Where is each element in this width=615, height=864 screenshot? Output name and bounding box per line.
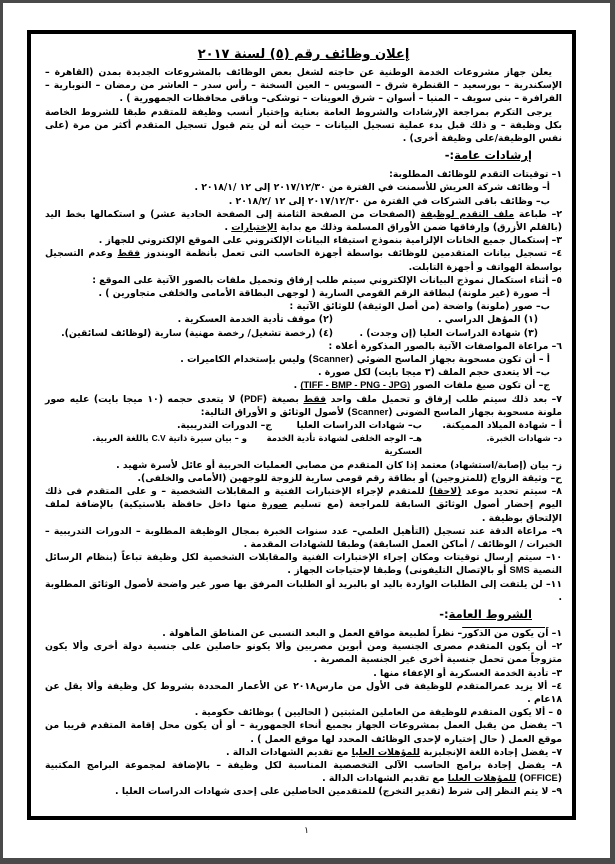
- condition-2: ٢– أن يكون المتقدم مصرى الجنسية ومن أبوين مصريين وألا يكونو حاصلين على جنسية دولة أخرى وألا يكون متزوجاً ممن تحمل جنسية أخرى غير الجنسية المصرية .: [45, 641, 562, 666]
- guideline-4: ٤– تسجيل بيانات المتقدمين للوظائف بواسطة أجهزة الحاسب التى تعمل بأنظمة الويندوز فقط وعدم التسجيل بواسطة الهواتف و أجهزة التابلت.: [45, 248, 562, 273]
- guideline-6b: ب– ألا يتعدى حجم الملف (٣ ميجا بايت) لكل صورة .: [318, 367, 550, 379]
- guideline-6c: ج– أن تكون صيغ ملفات الصور (TIFF - BMP - PNG - JPG) .: [293, 380, 550, 392]
- guideline-7-list-row-1: [45, 419, 562, 432]
- guideline-7z: ز– بيان (إصابة/استشهاد) معتمد إذا كان المتقدم من مصابي العمليات الحربية أو عائل لأسرة شهيد .: [116, 459, 562, 471]
- guideline-7f: و – بيان سيرة ذاتية C.V باللغة العربية.: [92, 433, 247, 444]
- guideline-1: ١– توقيتات التقدم للوظائف المطلوبة:: [389, 169, 562, 181]
- guideline-7a: أ – شهادة الميلاد المميكنة.: [442, 420, 562, 432]
- guideline-7b: ب– شهادات الدراسات العليا: [296, 420, 422, 432]
- guideline-11: ١١– لن يلتفت إلى الطلبات الواردة باليد او بالبريد أو الطلبات المرفق بها صور غير واضحة لأصول الوثائق المطلوبة .: [45, 578, 562, 603]
- condition-9: ٩– لا يتم النظر إلى شرط (تقدير التخرج) للمتقدمين الحاصلين على إحدى شهادات الدراسات العليا .: [115, 786, 562, 798]
- guideline-7: ٧– بعد ذلك سيتم طلب إرفاق و تحميل ملف واحد فقط بصيغة (PDF) لا يتعدى حجمه (١٠ ميجا بايت) عليه صور ملونة مسحوبة بجهاز الماسح الضونى (Scanner) لأصول الوثائق و الأوراق التالية:: [45, 393, 562, 418]
- guideline-2: ٢– طباعة ملف التقدم لوظيفة (الصفحات من الصفحة الثامنة إلى الصفحة الحادية عشر) و استكمالها بخط اليد (بالقلم الأزرق) وإرفاقها ضمن الأوراق المسلمة وذلك مع بداية الإختبارات .: [45, 208, 562, 234]
- condition-8: ٨– يفضل إجادة برامج الحاسب الآلى التخصصية المناسبة لكل وظيفة – بالإضافة لمجموعة البرامج المكتبية (OFFICE) للمؤهلات العليا مع تقديم الشهادات الدالة .: [45, 759, 562, 785]
- condition-5: ٥ – ألا يكون المتقدم للوظيفة من العاملين المثبتين ( الحاليين ) بوظائف حكومية .: [194, 707, 562, 719]
- condition-4: ٤– ألا يزيد عمرالمتقدم للوظيفة فى الأول من مارس٢٠١٨ عن الأعمار المحددة بشروط كل وظيفة وألا يقل عن ١٨عام .: [45, 680, 562, 705]
- guideline-10: ١٠– سيتم إرسال توقيتات ومكان إجراء الإختبارات الفنية والمقابلات الشخصية لكل وظيفة تباعاً (بنظام الرسائل النصية SMS أو بالإتصال التليفونى) وطبقا لإحتياجات الجهاز .: [45, 552, 562, 577]
- guideline-5b-3: (٣) شهادة الدراسات العليا (إن وجدت) .: [359, 327, 538, 339]
- guideline-6: ٦– مراعاة المواصفات الآتية بالصور المذكورة أعلاه :: [328, 340, 562, 352]
- guidelines-heading: إرشادات عامة:-: [444, 148, 532, 163]
- guideline-7d: د– شهادات الخبرة.: [486, 433, 562, 444]
- guideline-3: ٣– إستكمال جميع الخانات الإلزامية بنموذج استيفاء البيانات الإلكتروني على الموقع الإلكتروني للجهاز .: [98, 235, 562, 247]
- guideline-6a: أ – أن تكون مسحوبة بجهاز الماسح الضوئي (Scanner) وليس بإستخدام الكاميرات .: [180, 354, 550, 366]
- page-title: إعلان وظائف رقم (٥) لسنة ٢٠١٧: [197, 47, 410, 62]
- guideline-5b-list-row-1: [45, 313, 562, 326]
- intro-paragraph: يعلن جهاز مشروعات الخدمة الوطنية عن حاجته لشغل بعض الوظائف بالمشروعات الجديدة بمدن (القاهرة – الإسكندرية – بورسعيد – القنطرة شرق – السويس – العين السخنة – رأس سدر – العاشر من رمضان – النوبارية – الفرافرة – بنى سويف – المنيا – أسوان – شرق العوينات – توشكى– وباقى محافظات الجمهورية ) .: [45, 67, 562, 105]
- guideline-1b: ب– وظائف باقى الشركات في الفترة من ٢٠١٧/١٢/٣٠ إلى ١٢ /٢٠١٨/٢ .: [228, 195, 550, 207]
- page-number: ١: [304, 826, 309, 836]
- condition-1: ١– أن يكون من الذكور– نظراً لطبيعة مواقع العمل و البعد النسبى عن المناطق المأهولة .: [162, 627, 562, 639]
- guideline-5b-4: (٤) (رخصة تشغيل/ رخصة مهنية) سارية (لوظائف لسائقين).: [61, 327, 333, 339]
- guideline-1a: أ– وظائف شركة العريش للأسمنت في الفترة من ٢٠١٧/١٢/٣٠ إلى ١٢ /٢٠١٨/١ .: [194, 182, 550, 194]
- guideline-5b-1: (١) المؤهل الدراسي .: [437, 314, 538, 326]
- condition-6: ٦– يفضل من يقبل العمل بمشروعات الجهاز بجميع أنحاء الجمهورية – أو أن يكون محل إقامة المتقدم قريبا من موقع العمل ( حال إختياره لإحدى الوظائف المحدد لها موقع العمل ) .: [45, 720, 562, 745]
- condition-7: ٧– يفضل إجادة اللغة الإنجليزية للمؤهلات العليا مع تقديم الشهادات الدالة .: [226, 746, 562, 758]
- guideline-5b-2: (٢) موقف تأدية الخدمة العسكرية .: [177, 314, 333, 326]
- guideline-5a: أ– صورة (غير ملونة) لبطاقة الرقم القومي السارية ( لوجهى البطاقة الأمامى والخلفى متجاورين ) .: [98, 288, 550, 300]
- conditions-heading: الشروط العامة:-: [439, 606, 532, 621]
- guideline-5b-list-row-2: [45, 327, 562, 340]
- guideline-5: ٥– أثناء استكمال نموذج البيانات الإلكتروني سيتم طلب إرفاق وتحميل ملفات بالصور الآتية على الموقع :: [92, 274, 562, 286]
- instructions-paragraph: يرجى التكرم بمراجعة الإرشادات والشروط العامة بعناية وإختيار أنسب وظيفة للمتقدم طبقا للشروط الخاصة بكل وظيفة – و ذلك قبل بدء عملية تسجيل البيانات – حيث أنه لن يتم قبول تسجيل المتقدم أكثر من مرة (على نفس الوظيفة/على وظيفة أخرى) .: [45, 106, 562, 145]
- guideline-7c: ج– الدورات التدريبية.: [177, 420, 272, 432]
- guideline-8: ٨– سيتم تحديد موعد (لاحقا) للمتقدم لإجراء الإختبارات الفنية و المقابلات الشخصية – و على المتقدم فى ذلك اليوم إحضار أصول الوثائق السابقة للمراجعة (مع تسليم صورة منها داخل حافظة بلاستيكية) بالإضافة لملف الإلتحاق بوظيفة .: [45, 486, 562, 524]
- guideline-7h: ح– وثيقة الزواج (للمتزوجين) أو بطاقة رقم قومى سارية للزوجة للوجهين (الأمامى والخلفى).: [137, 472, 562, 484]
- announcement-frame: [27, 30, 576, 820]
- guideline-7-list-row-2: [45, 432, 562, 458]
- guideline-7e: هـ– الوجه الخلفى لشهادة تأدية الخدمة العسكرية: [266, 433, 422, 457]
- guideline-9: ٩– مراعاة الدقة عند تسجيل (التأهيل العلمي– عدد سنوات الخبرة بمجال الوظيفة المطلوبة – الدورات التدريبية – الخبرات / الوظائف / أماكن العمل السابقة) وطبقا للشهادات المقدمة .: [45, 525, 562, 550]
- guideline-5b: ب– صور (ملونة) واضحة (من أصل الوثيقة) للوثائق الآتية :: [289, 301, 550, 313]
- document-page: [3, 3, 610, 858]
- condition-3: ٣– تأدية الخدمة العسكرية أو الإعفاء منها .: [373, 667, 562, 679]
